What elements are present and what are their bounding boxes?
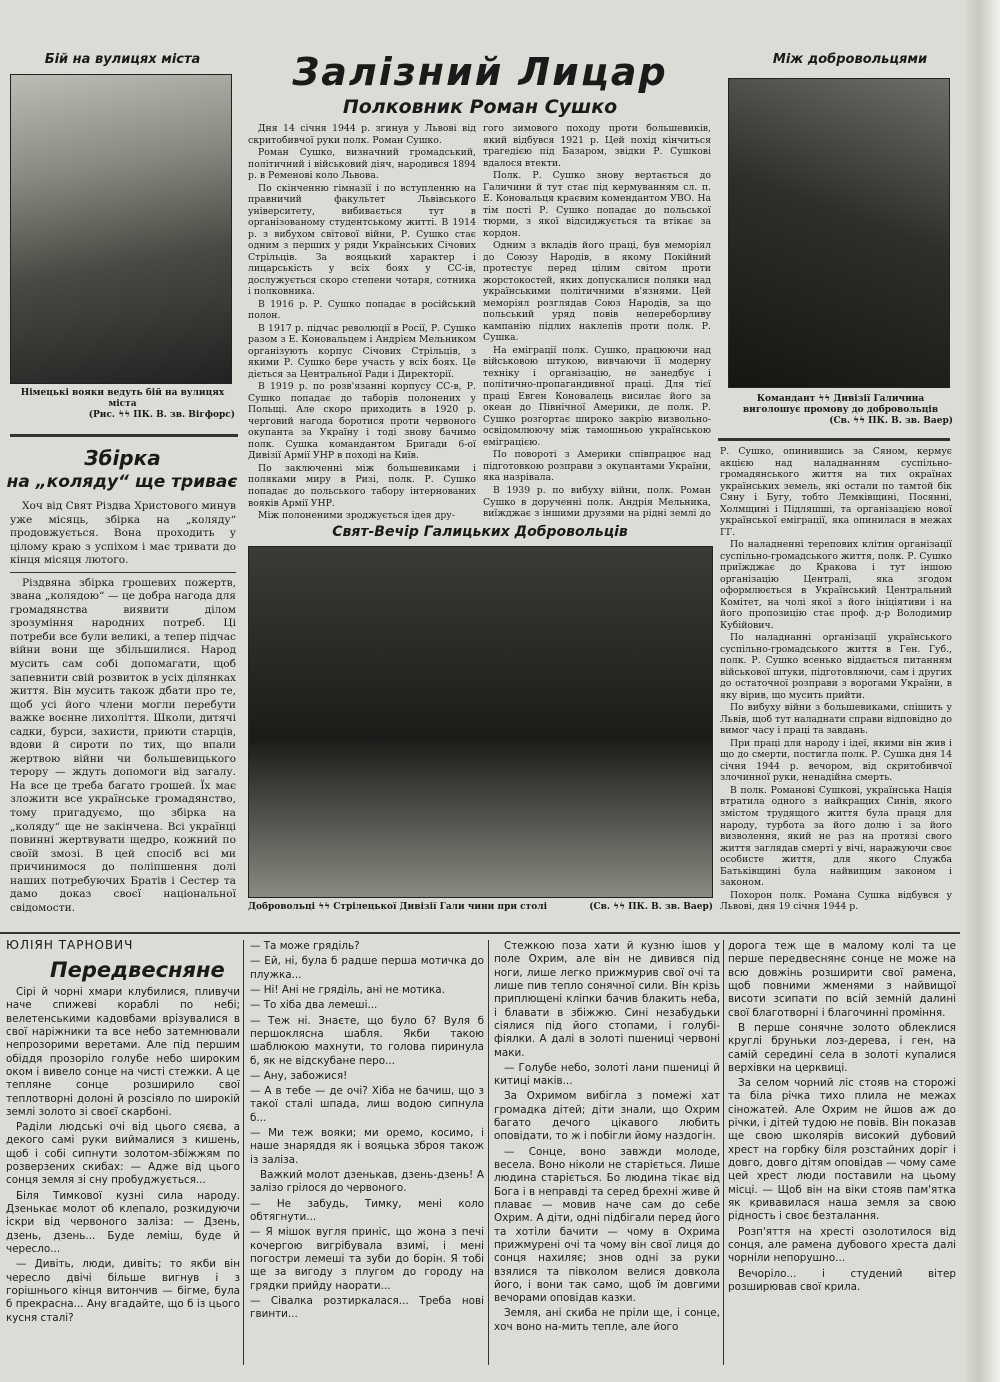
paragraph: По вибуху війни з большевиками, спішить у Львів, щоб тут наладнати справи відповідно до вимог часу і праці та завдань.: [720, 702, 952, 737]
main-subtitle: Полковник Роман Сушко: [342, 96, 618, 118]
story-divider: [0, 932, 960, 934]
christmas-photo-heading: Свят-Вечір Галицьких Добровольців: [332, 524, 628, 540]
dialogue-line: — Ей, ні, була б радше перша мотичка до плужка...: [250, 955, 484, 981]
main-article-col3: [720, 446, 952, 926]
paragraph: дорога теж ще в малому колі та це перше передвеснянє сонце не може на всю довжінь розширити свої рамена, щоб повними жменями з найвищої висоти зсипати по всій земній далині свої благотворні і благочинні проміння.: [728, 940, 956, 1019]
right-caption-line: Командант ϟϟ Дивізії Галичина виголошує промову до добровольців: [742, 394, 939, 415]
paragraph: По наладненні терепових клітин організації суспільно-громадського життя, полк. Р. Сушко приїжджає до Кракова і тут іншою організацію Централі, яка згодом оформлюється в Український Центральний Комітет, на чолі якої з його ініціятиви і на його пропозицію стає проф. д-р Володимир Кубійович.: [720, 539, 952, 631]
right-photo-heading: Між добровольцями: [772, 52, 928, 67]
commander-speech-photo: [728, 78, 950, 388]
dialogue-line: — Не забудь, Тимку, мені коло обтягнути...: [250, 1197, 484, 1223]
page-edge: [964, 0, 1000, 1382]
paragraph: Біля Тимкової кузні сила народу. Дзенькає молот об клепало, розкидуючи іскри від червоного заліза: — Дзень, дзень, дзень... Буде леміш, буде й чересло...: [6, 1189, 240, 1255]
dialogue-line: — Сівалка розтиркалася... Треба нові гвинти...: [250, 1294, 484, 1321]
paragraph: В перше сонячне золото облеклися круглі бруньки лоз-дерева, і ген, на самій середині села в золоті купалися верхівки на церквиці.: [728, 1021, 956, 1074]
paragraph: Полк. Р. Сушко знову вертається до Галичини й тут стає під кермуванням сл. п. Е. Коновальця краєвим комендантом УВО. На тім пості Р. Сушко попадає до польської тюрми, з якої відсиджується та втікає за кордон.: [483, 170, 711, 239]
paragraph: При праці для народу і ідеї, якими він жив і що до смерти, постигла полк. Р. Сушка дня 14 січня 1944 р. вечором, від скритобивчої злочинної руки, ненадійна смерть.: [720, 737, 952, 784]
paragraph: По наладнанні організації українського суспільно-громадського життя в Ген. Губ., полк. Р. Сушко всенько віддається питанням військової штуки, підготовляючи, сам і других до остаточної розправи з ворогами України, в яку вірив, що мусить прийти.: [720, 632, 952, 701]
paragraph: Стежкою поза хати й кузню ішов у поле Охрим, але він не дивився під ноги, лише легко прижмурив свої очі та лише пив тепло сонячної сили. Він крізь приплющені кліпки бачив блакить неба, і блавати в збіжжю. Сині незабудьки сіялися під його стопами, і голубі-фіялки. А далі в золоті пшениці червоні маки.: [494, 940, 720, 1059]
story-col2: [250, 940, 484, 1366]
christmas-caption-credit: (Св. ϟϟ ПК. В. зв. Ваер): [589, 902, 713, 912]
story-col1: [6, 986, 240, 1366]
dialogue-line: — Ні! Ані не гряділь, ані не мотика.: [250, 983, 445, 996]
paragraph: Роман Сушко, визначний громадський, політичний і військовий діяч, народився 1894 р. в Ременові коло Львова.: [248, 147, 476, 182]
dialogue-line: — Ану, забожися!: [250, 1069, 348, 1082]
paragraph: — Сонце, воно завжди молоде, весела. Воно ніколи не старіється. Лише людина старіється. Бо людина тікає від Бога і в неправді та серед брехні живе й плаває — мовив наче сам до себе Охрим. А діти, одні підбігали перед його та хотіли бачити — чому в Охрима прижмурені очі та чому він свої лиця до сонця нахиляє; знов одні за руки взялися та півколом велися довкола його, і вони так само, щоб їм довгими вечорами оповідав казки.: [494, 1145, 720, 1305]
paragraph: Дня 14 січня 1944 р. згинув у Львові від скритобивчої руки полк. Роман Сушко.: [248, 123, 476, 146]
christmas-photo-caption: [248, 902, 713, 913]
left-caption-credit: (Рис. ϟϟ ПК. В. зв. Вігфорс): [88, 409, 235, 420]
story-author: ЮЛІЯН ТАРНОВИЧ: [6, 938, 134, 952]
paragraph: Земля, ані скиба не пріли ще, і сонце, хоч воно на-мить тепле, але його: [494, 1307, 720, 1333]
paragraph: Похорон полк. Романа Сушка відбувся у Львові, дня 19 січня 1944 р.: [720, 889, 952, 913]
paragraph: За Охримом вибігла з помежі хат громадка дітей; діти знали, що Охрим багато дечого цікавого любить оповідати, то ж і побігли йому наздогін.: [494, 1090, 720, 1143]
christmas-eve-photo: [248, 546, 713, 898]
column-rule: [488, 940, 489, 1365]
dialogue-line: — Та може гряділь?: [250, 940, 360, 952]
paragraph: Різдвяна збірка грошевих пожертв, звана „колядою“ — це добра нагода для громадянства виявити ділом зрозуміння народних потреб. Ці потреби все були великі, а тепер підчас війни вони ще збільшилися. Народ мусить сам собі допомагати, щоб запевнити свій розвиток в усіх ділянках життя. Він мусить також дбати про те, щоб усі його члени могли перебути важке воєнне лихоліття. Школи, дитячі садки, бурси, захисти, приюти старців, вдови й сироти по тих, що впали жертвою війни чи большевицького терору — ждуть допомоги від загалу. На все це треба багато грошей. Їх має зложити все українське громадянство, тому пригадуємо, що збірка на „коляду“ ще не закінчена. Всі українці повинні жертвувати щедро, кожний по своїй змозі. В цей спосіб всі ми причинимося до поліпшення долі наших потребуючих Братів і Сестер та дамо доказ своєї національної свідомости.: [10, 576, 236, 914]
paragraph: Між полоненими зроджується ідея дру-: [258, 510, 455, 521]
paragraph: В 1917 р. підчас революції в Росії, Р. Сушко разом з Е. Коновальцем і Андрієм Мельником організують корпус Січових Стрільців, з якими Р. Сушко бере участь у всіх боях. Це діється за Центральної Ради і Директорії.: [248, 322, 476, 380]
main-article-col1: [248, 123, 476, 521]
street-battle-photo: [10, 74, 232, 384]
paragraph: В 1919 р. по розв'язанні корпусу СС-в, Р. Сушко попадає до таборів полонених у Польщі. Але скоро приходить в 1920 р. черговий нагода боротися проти червоного окупанта за Україну і тоді знову бачимо полк. Сушка командантом Бригади 6-ої Дивізії Армії УНР в поході на Київ.: [248, 381, 476, 462]
paragraph: В 1916 р. Р. Сушко попадає в російський полон.: [248, 298, 476, 322]
dialogue-line: — Ми теж вояки; ми оремо, косимо, і наше знаряддя як і вояцька зброя також із заліза.: [250, 1127, 484, 1166]
paragraph: За селом чорний ліс стояв на сторожі та біла річка тихо плила не межах сіножатей. Але Охрим не йшов аж до річки, і дітей тудою не повів. Він показав ще свою школярів високий дубовий хрест на горбку біля розстайних доріг і довго, довго дітям оповідав — чому саме цей хрест люди поставили на цьому місці. — Щоб він на віки стояв пам'ятка як кривавилася наша земля за свою рідность і своє безталання.: [728, 1077, 956, 1223]
paragraph: гого зимового походу проти большевиків, який відбувся 1921 р. Цей похід кінчиться трагедією під Базаром, звідки Р. Сушкові вдалося втекти.: [483, 123, 711, 169]
paragraph: Р. Сушко, опинившись за Сяном, кермує акцією над наладнанням суспільно-громадянського життя на тих окраїнах українських земель, які остали по тамтой бік Сяну і Бугу, тобто Лемківщині, Посянні, Холмщині і Підляшші, та організацією нової української еміграції, яка опинилася в межах ГГ.: [720, 446, 952, 538]
paragraph: На еміграції полк. Сушко, працюючи над військовою штукою, вивчаючи її модерну техніку і організацію, не занедбує і політично-пропагандивної праці. Для тієї праці Евген Коновалець висилає його за океан до Північної Америки, де полк. Р. Сушко розгортає широко закрію визвольно-освідомлюючу між тамошньою українською еміграцією.: [483, 344, 711, 448]
story-title: Передвесняне: [50, 958, 225, 982]
column-rule: [723, 940, 724, 1365]
main-article-col2: [483, 123, 711, 521]
right-photo-caption: [728, 394, 953, 426]
paragraph: — Дивіть, люди, дивіть; то якби він чересло двічі більше вигнув і з горішнього кінця витончив — бігме, була б прекрасна... Ану вгадайте, що б із цього кусня сталі?: [6, 1258, 240, 1324]
dialogue-line: — То хіба два лемеші...: [250, 999, 378, 1012]
main-title: Залізний Лицар: [292, 50, 668, 94]
paragraph: Одним з вкладів його праці, був меморіял до Союзу Народів, в якому Покійний протестує перед цілим світом проти жорстокостей, яких допускалися поляки над українськими політичними в'язнями. Цей меморіял розглядав Союз Народів, за що польський уряд повів непереборливу кампанію підлих наклепів проти полк. Р. Сушка.: [483, 240, 711, 344]
paragraph: В 1939 р. по вибуху війни, полк. Роман Сушко в дорученні полк. Андрія Мельника, виїжджає з іншими друзями на рідні землі до: [483, 484, 711, 520]
collection-heading-2: на „коляду“ ще триває: [6, 472, 238, 492]
left-photo-heading: Бій на вулицях міста: [44, 52, 201, 67]
paragraph: Розп'яття на хресті озолотилося від сонця, але рамена дубового хреста далі чорніли непорушно...: [728, 1225, 956, 1265]
paragraph: Важкий молот дзенькав, дзень-дзень! А залізо грілося до червоного.: [250, 1169, 484, 1195]
story-col3: [494, 940, 720, 1366]
dialogue-line: — Теж ні. Знаєте, що було б? Вуля б першоклясна шабля. Якби такою шаблюкою махнути, то голова пиринула б, як не відскубане перо...: [250, 1014, 484, 1067]
paragraph: Вечоріло... і студений вітер розширював свої крила.: [728, 1267, 956, 1293]
left-caption-line: Німецькі вояки ведуть бій на вулицях міста: [20, 388, 225, 409]
paragraph: Хоч від Свят Різдва Христового минув уже місяць, збірка на „коляду“ продовжується. Вона проходить у цілому краю з успіхом і має тривати до кінця місяця лютого.: [10, 500, 236, 567]
paragraph: По скінченню гімназії і по вступленню на правничий факультет Львівського університету, вибивається тут в організованому студентському житті. В 1914 р. з вибухом світової війни, Р. Сушко стає одним з перших у ряди Українських Січових Стрільців. За вояцький характер і лицарськість у всіх боях у СС-ів, дослужується скоро степени чотаря, сотника і полковника.: [248, 182, 476, 298]
collection-heading-1: Збірка: [84, 446, 161, 470]
column-rule: [243, 940, 244, 1365]
left-photo-caption: [10, 388, 235, 420]
dialogue-line: — Я мішок вугля приніс, що жона з печі кочергою вигрібувала взимі, і мені погостри лемеші та зуби до борін. Я тобі ще за вигоду з плугом до городу на грядки прийду наорати...: [250, 1226, 484, 1292]
dialogue-line: — А в тебе — де очі? Хіба не бачиш, що з такої сталі шпада, лиш водою сипнула б...: [250, 1085, 484, 1124]
collection-inner-rule: [10, 572, 236, 573]
right-divider: [718, 438, 950, 441]
collection-text: [10, 500, 236, 920]
story-col4: [728, 940, 956, 1366]
paragraph: По заключенні між большевиками і поляками миру в Ризі, полк. Р. Сушко попадає до польського табору інтернованих вояків Армії УНР.: [248, 462, 476, 509]
paragraph: По повороті з Америки співпрацює над підготовкою розправи з окупантами України, яка назрівала.: [483, 449, 711, 484]
right-caption-credit: (Св. ϟϟ ПК. В. зв. Ваер): [829, 415, 953, 426]
paragraph: Сірі й чорні хмари клубилися, пливучи наче спижеві кораблі по небі; велетенськими кадовбами врізувалися в свої наріжники та все небо затемнювали непрозорими веретами. Але під першим обіддя прозоріло голубе небо широким оком і вивело сонце на чисті стежки. А це тепляне сонце розширило свої теплотворні долоні й розсіяло по широкій землі золото зі своєї скарбоні.: [6, 986, 240, 1118]
paragraph: В полк. Романові Сушкові, українська Нація втратила одного з найкращих Синів, якого змістом трудящого життя була праця для народу, турбота за його долю і за його визволення, який не раз на протязі свого життя заглядав смерті у вічі, наражуючи своє особисте життя, для якого Служба Батьківщині була найвищим законом і законом.: [720, 784, 952, 889]
christmas-caption-line: Добровольці ϟϟ Стрілецької Дивізії Гали чини при столі: [248, 902, 547, 912]
paragraph: Раділи людські очі від цього сяєва, а декого самі руки виймалися з кишень, щоб і собі сипнути золотом-збіжжям по розверзених скибах: — Адже від цього сонця земля зі сну пробуджується...: [6, 1121, 240, 1187]
paragraph: — Голубе небо, золоті лани пшениці й китиці маків...: [494, 1061, 720, 1088]
left-divider: [10, 434, 238, 437]
